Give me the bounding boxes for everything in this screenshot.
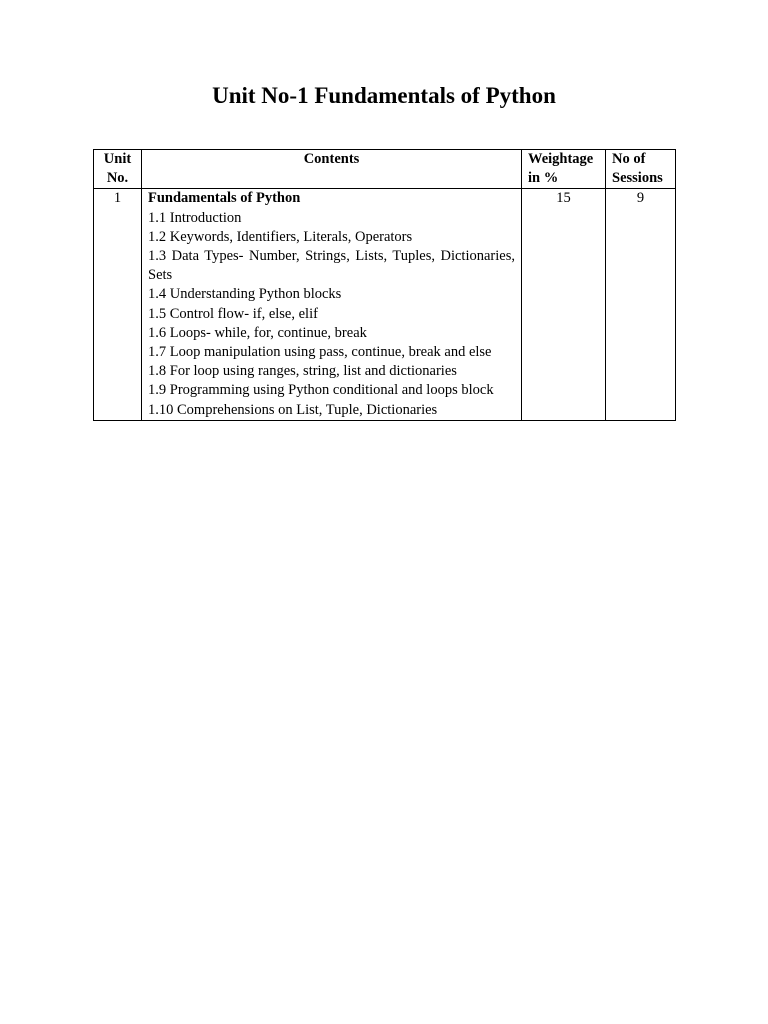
list-item: 1.2 Keywords, Identifiers, Literals, Operators	[148, 228, 413, 245]
weightage-cell: 15	[522, 189, 606, 420]
header-unit-no	[94, 150, 142, 189]
header-weightage	[522, 150, 606, 189]
list-item: 1.8 For loop using ranges, string, list and dictionaries	[148, 363, 457, 380]
contents-cell	[142, 189, 522, 420]
list-item: 1.5 Control flow- if, else, elif	[148, 305, 318, 322]
header-sessions-line2: Sessions	[612, 170, 663, 187]
list-item: 1.6 Loops- while, for, continue, break	[148, 324, 367, 341]
header-sessions-line1: No of	[612, 151, 646, 167]
list-item: 1.7 Loop manipulation using pass, continue, break and else	[148, 344, 492, 361]
header-weightage-line1: Weightage	[528, 151, 594, 167]
list-item: 1.9 Programming using Python conditional and loops block	[148, 382, 494, 399]
list-item: 1.10 Comprehensions on List, Tuple, Dictionaries	[148, 401, 438, 418]
unit-number-cell: 1	[94, 189, 142, 420]
page-title: Unit No-1 Fundamentals of Python	[212, 83, 556, 108]
list-item: 1.4 Understanding Python blocks	[148, 286, 342, 303]
list-item: 1.3 Data Types- Number, Strings, Lists, Tuples, Dictionaries, Sets	[148, 248, 515, 284]
topic-title: Fundamentals of Python	[148, 190, 301, 207]
table-header-row	[94, 150, 676, 189]
header-unit-no-line2: No.	[106, 170, 129, 187]
header-sessions	[606, 150, 676, 189]
table-row	[94, 189, 676, 420]
header-contents: Contents	[142, 150, 522, 189]
syllabus-table	[93, 149, 676, 421]
sessions-cell: 9	[606, 189, 676, 420]
header-unit-no-line1: Unit	[103, 151, 132, 167]
list-item: 1.1 Introduction	[148, 209, 242, 226]
header-weightage-line2: in %	[528, 170, 559, 187]
